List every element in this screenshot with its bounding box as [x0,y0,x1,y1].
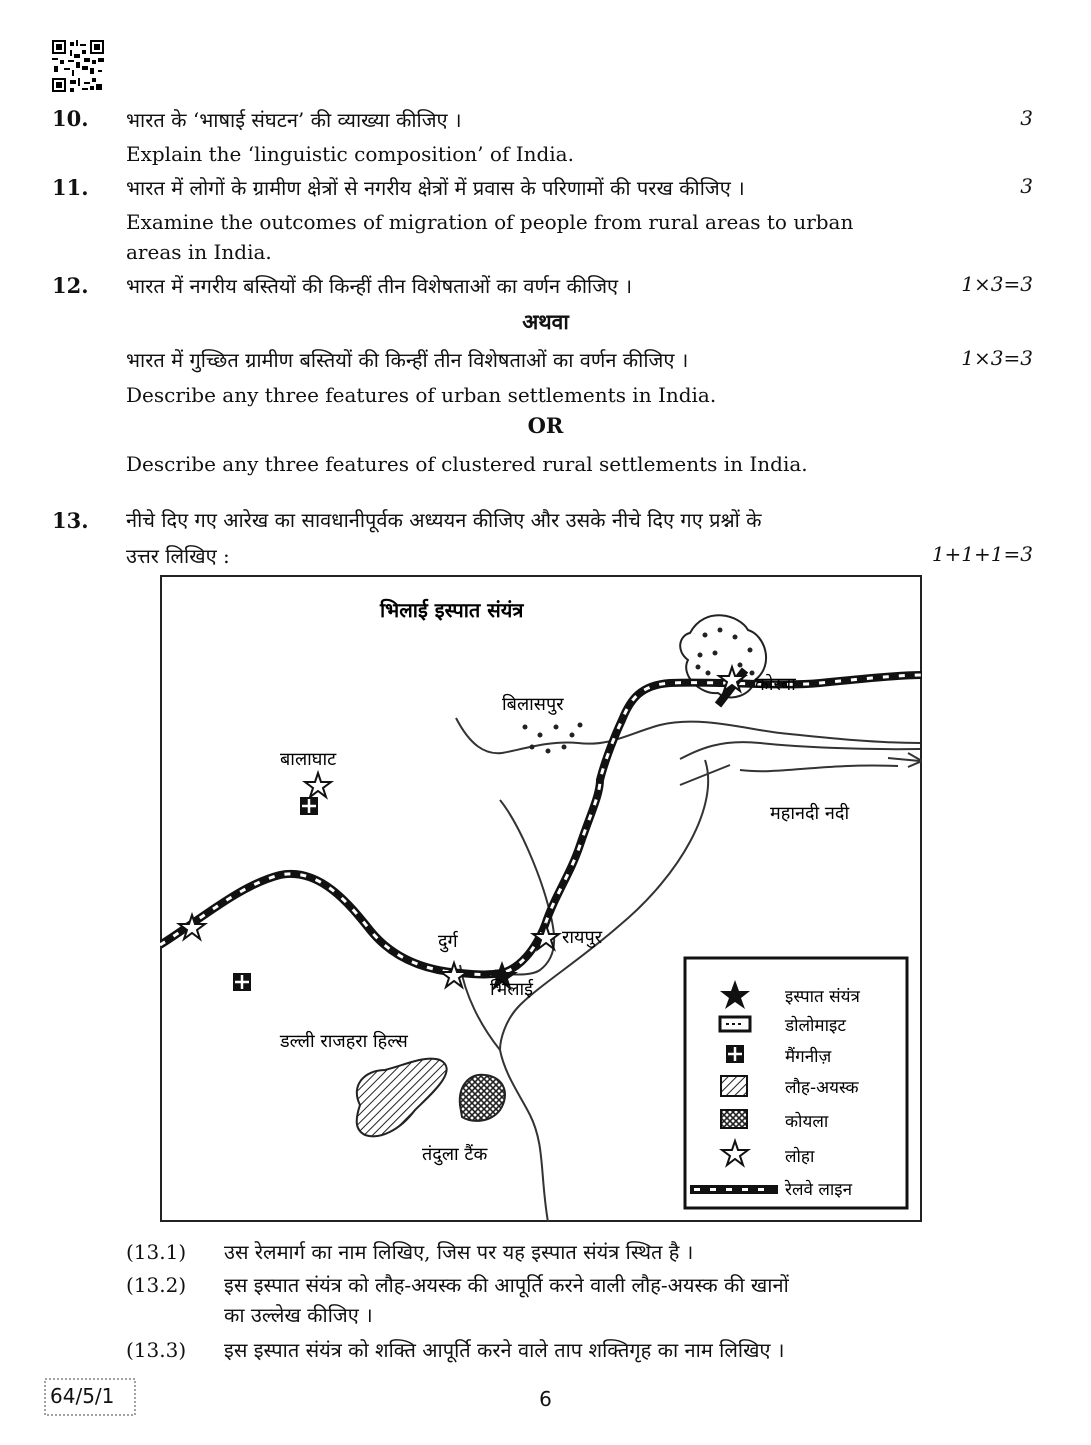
q12-or-english: OR [527,413,564,438]
q11-english-text-line1: Examine the outcomes of migration of people from rural areas to urban [126,210,854,234]
question-number-10: 10. [52,106,89,131]
paper-code: 64/5/1 [50,1384,115,1408]
legend-coal-icon [721,1110,747,1128]
q10-marks: 3 [1020,106,1033,130]
page-number: 6 [539,1387,552,1411]
label-durg: दुर्ग [438,931,458,952]
q12-marks-2: 1×3=3 [961,346,1033,370]
question-number-11: 11. [52,175,89,200]
subq-number-13-2: (13.2) [126,1273,187,1297]
q12-or-hindi: अथवा [522,309,569,334]
label-tandula: तंदुला टैंक [422,1144,488,1165]
legend-manganese-icon [726,1045,744,1063]
legend-label-5: लोहा [785,1147,815,1167]
legend-railway-icon [690,1185,778,1194]
subq-text-13-2-line2: का उल्लेख कीजिए । [224,1303,373,1327]
q12-hindi-text-1: भारत में नगरीय बस्तियों की किन्हीं तीन विशेषताओं का वर्णन कीजिए । [126,274,633,298]
subq-number-13-1: (13.1) [126,1240,187,1264]
q13-marks: 1+1+1=3 [931,542,1033,566]
q11-english-text-line2: areas in India. [126,240,272,264]
label-raipur: रायपुर [562,927,603,948]
legend-iron-ore-icon [721,1076,747,1096]
q12-english-text-1: Describe any three features of urban settlements in India. [126,383,717,407]
label-balaghat: बालाघाट [280,749,337,770]
map-title: भिलाई इस्पात संयंत्र [380,598,524,622]
q11-hindi-text: भारत में लोगों के ग्रामीण क्षेत्रों से नगरीय क्षेत्रों में प्रवास के परिणामों की परख कीजिए । [126,176,745,200]
q12-marks-1: 1×3=3 [961,272,1033,296]
legend-label-4: कोयला [785,1112,829,1132]
q12-hindi-text-2: भारत में गुच्छित ग्रामीण बस्तियों की किन्हीं तीन विशेषताओं का वर्णन कीजिए । [126,348,689,372]
bhilai-steel-plant-map [160,575,922,1222]
legend-label-3: लौह-अयस्क [785,1078,859,1098]
legend-dolomite-icon [720,1017,750,1031]
west-manganese-icon [233,973,251,991]
q13-hindi-text-2: उत्तर लिखिए : [126,544,230,568]
legend-label-2: मैंगनीज़ [785,1047,832,1067]
subq-text-13-3: इस इस्पात संयंत्र को शक्ति आपूर्ति करने वाले ताप शक्तिगृह का नाम लिखिए । [224,1338,785,1362]
subq-number-13-3: (13.3) [126,1338,187,1362]
qr-code-icon [52,40,104,92]
question-number-13: 13. [52,508,89,533]
balaghat-manganese-icon [300,797,318,815]
q10-english-text: Explain the ‘linguistic composition’ of India. [126,142,574,166]
question-number-12: 12. [52,273,89,298]
map-legend [685,958,907,1208]
subq-text-13-2: इस इस्पात संयंत्र को लौह-अयस्क की आपूर्ति करने वाली लौह-अयस्क की खानों [224,1273,789,1297]
legend-label-0: इस्पात संयंत्र [785,987,860,1007]
legend-label-1: डोलोमाइट [785,1016,846,1036]
q10-hindi-text: भारत के ‘भाषाई संघटन’ की व्याख्या कीजिए । [126,108,462,132]
legend-label-6: रेलवे लाइन [785,1180,853,1200]
label-bilaspur: बिलासपुर [502,694,564,715]
label-bhilai: भिलाई [490,979,534,1000]
label-mahanadi: महानदी नदी [770,803,850,824]
subq-text-13-1: उस रेलमार्ग का नाम लिखिए, जिस पर यह इस्पात संयंत्र स्थित है । [224,1240,694,1264]
q13-hindi-text-1: नीचे दिए गए आरेख का सावधानीपूर्वक अध्ययन कीजिए और उसके नीचे दिए गए प्रश्नों के [126,508,762,532]
q12-english-text-2: Describe any three features of clustered rural settlements in India. [126,452,808,476]
q11-marks: 3 [1020,174,1033,198]
label-korba: कोरबा [755,674,796,695]
label-dalli-rajhara: डल्ली राजहरा हिल्स [280,1031,408,1052]
